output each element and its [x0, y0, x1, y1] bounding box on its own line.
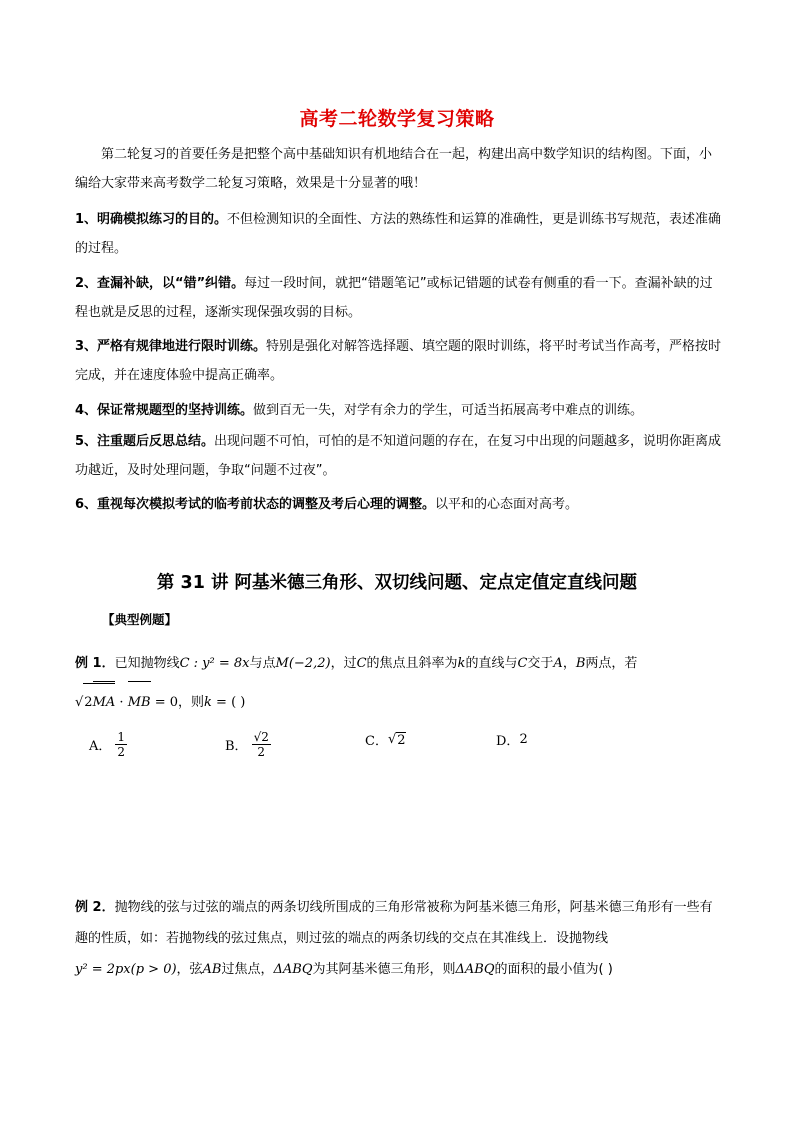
option-label: D． — [496, 734, 520, 749]
item-body: 每过一段时间，就把“错题笔记”或标记错题的试卷有侧重的看一下。查漏补缺的过程也就是反思的过程，逐渐实现保强攻弱的目标。 — [75, 276, 713, 320]
option-c: C． √ 2 — [365, 732, 406, 749]
section-label: 【典型例题】 — [102, 612, 178, 627]
lecture-title: 第 31 讲 阿基米德三角形、双切线问题、定点定值定直线问题 — [156, 573, 638, 593]
option-label: C． — [365, 734, 388, 749]
option-label: B． — [225, 739, 248, 754]
parabola-equation: y² = 2px(p > 0) — [75, 962, 177, 977]
fraction: $\frac{√2}{2}$ — [253, 730, 269, 759]
intro-paragraph: 第二轮复习的首要任务是把整个高中基础知识有机地结合在一起，构建出高中数学知识的结构图。下面，小编给大家带来高考数学二轮复习策略，效果是十分显著的哦！ — [75, 147, 713, 191]
item-body: 做到百无一失，对学有余力的学生，可适当拓展高考中难点的训练。 — [253, 403, 644, 418]
option-b — [225, 730, 271, 759]
example-1-question: 例 1．已知抛物线C : y² = 8x与点M(−2,2)，过C的焦点且斜率为k的直线与C交于A，B两点，若 √2MA · MB = 0，则k = ( ) — [75, 645, 723, 722]
item-heading: 3、严格有规律地进行限时训练。 — [75, 339, 267, 354]
fraction: $\frac{1}{2}$ — [117, 730, 126, 759]
strategy-item-5 — [75, 427, 723, 485]
item-heading: 5、注重题后反思总结。 — [75, 434, 215, 449]
item-body: 不但检测知识的全面性、方法的熟练性和运算的准确性，更是训练书写规范，表述准确的过程。 — [75, 212, 722, 256]
sqrt-symbol: √ — [75, 695, 84, 710]
example-2-question: 例 2．抛物线的弦与过弦的端点的两条切线所围成的三角形常被称为阿基米德三角形，阿基米德三角形有一些有趣的性质，如：若抛物线的弦过焦点，则过弦的端点的两条切线的交点在其准线上．设抛物线 y² = 2px(p > 0)，弦AB过焦点，ΔABQ为其阿基米德三角形，则ΔABQ的面积的最小值为( ) — [75, 900, 713, 977]
item-body: 出现问题不可怕，可怕的是不知道问题的存在，在复习中出现的问题越多，说明你距离成功越近，及时处理问题，争取“问题不过夜”。 — [75, 434, 722, 478]
parabola-equation: C : y² = 8x — [179, 656, 250, 671]
strategy-item-4 — [75, 396, 723, 425]
point-m: M(−2,2) — [275, 656, 331, 671]
strategy-item-2 — [75, 269, 723, 327]
sqrt-symbol: √ — [387, 732, 397, 747]
item-heading: 6、重视每次模拟考试的临考前状态的调整及考后心理的调整。 — [75, 497, 436, 512]
item-heading: 4、保证常规题型的坚持训练。 — [75, 403, 254, 418]
item-body: 以平和的心态面对高考。 — [435, 497, 579, 512]
item-body: 特别是强化对解答选择题、填空题的限时训练，将平时考试当作高考，严格按时完成，并在速度体验中提高正确率。 — [75, 339, 722, 383]
example-label: 例 2． — [75, 900, 115, 915]
page-title: 高考二轮数学复习策略 — [299, 108, 495, 130]
vector-ma: MA — [93, 684, 116, 722]
option-label: A． — [89, 739, 112, 754]
vector-expression: 2MA — [83, 683, 115, 722]
strategy-item-3 — [75, 332, 723, 390]
item-heading: 1、明确模拟练习的目的。 — [75, 212, 228, 227]
strategy-item-6 — [75, 490, 723, 519]
vector-mb: MB — [128, 684, 151, 722]
item-heading: 2、查漏补缺，以“错”纠错。 — [75, 276, 245, 291]
option-a — [89, 730, 127, 759]
example-label: 例 1． — [75, 656, 115, 671]
strategy-item-1 — [75, 205, 723, 263]
option-d: D． 2 — [496, 732, 528, 749]
